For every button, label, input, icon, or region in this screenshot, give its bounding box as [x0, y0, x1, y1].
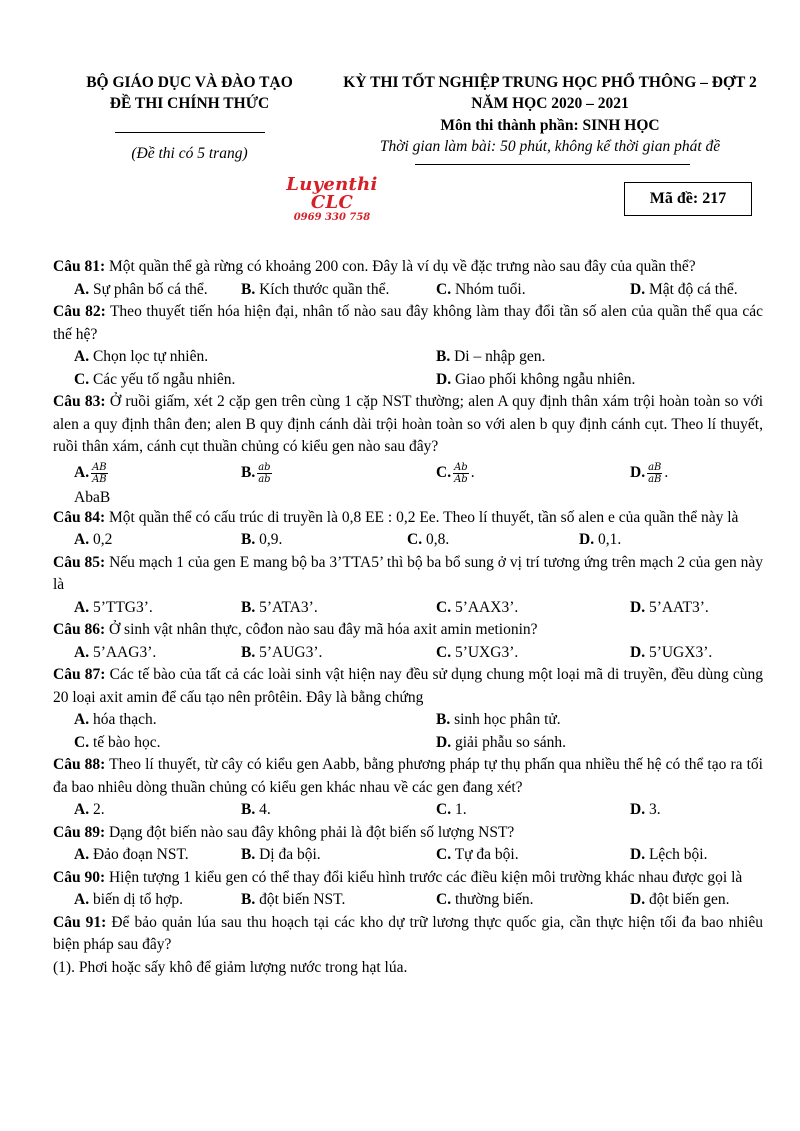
option-c: C. 0,8.: [407, 531, 450, 548]
option-b: B. $\frac{ab}{ab}$: [241, 462, 271, 485]
options-82-row2: [53, 369, 763, 392]
option-a: A. biến dị tổ hợp.: [74, 891, 183, 908]
question-text: Các tế bào của tất cả các loài sinh vật hiện nay đều sử dụng chung một loại mã di truyền, đều dùng cùng 20 loại axit amin để cấu tạo nên prôtêin. Đây là bằng chứng: [53, 666, 764, 706]
questions-body: [53, 256, 763, 979]
genotype-fraction: $\frac{AB}{AB}$: [92, 462, 107, 485]
option-d: D. giải phẫu so sánh.: [436, 733, 567, 751]
question-83: [53, 391, 763, 459]
option-d: D. Mật độ cá thể.: [630, 280, 738, 298]
stray-text: AbaB: [74, 488, 111, 506]
option-a: A. $\frac{AB}{AB}$: [74, 462, 107, 485]
question-88: [53, 754, 763, 799]
option-a: A. 2.: [74, 801, 105, 818]
question-number: Câu 85:: [53, 553, 106, 571]
option-b: B. 4.: [241, 801, 271, 818]
question-number: Câu 84:: [53, 508, 106, 526]
brand-phone: 0969 330 758: [293, 212, 371, 223]
option-d: D. 0,1.: [579, 531, 622, 548]
exam-code-box: [624, 182, 752, 216]
statement-1: (1). Phơi hoặc sấy khô để giảm lượng nước trong hạt lúa.: [53, 958, 408, 976]
question-number: Câu 86:: [53, 621, 106, 638]
options-83: [53, 459, 763, 489]
question-84: [53, 507, 763, 530]
ministry-name: BỘ GIÁO DỤC VÀ ĐÀO TẠO: [86, 74, 293, 91]
option-c: C. Tự đa bội.: [436, 846, 519, 863]
genotype-fraction: $\frac{ab}{ab}$: [258, 462, 271, 485]
time-limit: Thời gian làm bài: 50 phút, không kể thời gian phát đề: [379, 138, 721, 155]
question-90: [53, 867, 763, 890]
options-84: [53, 529, 763, 552]
exam-title: KỲ THI TỐT NGHIỆP TRUNG HỌC PHỔ THÔNG – ĐỢT 2: [343, 74, 757, 91]
option-a: A. 0,2: [74, 531, 113, 548]
options-90: [53, 889, 763, 912]
option-b: B. sinh học phân tử.: [436, 711, 561, 728]
option-c: C. tế bào học.: [74, 733, 161, 751]
question-text: Một quần thể gà rừng có khoảng 200 con. Đây là ví dụ về đặc trưng nào sau đây của quần thể?: [108, 258, 696, 275]
question-number: Câu 88:: [53, 756, 106, 773]
question-number: Câu 89:: [53, 823, 106, 841]
option-c: C. $\frac{Ab}{Ab}$ .: [436, 462, 475, 485]
question-82: [53, 301, 763, 346]
question-text: Dạng đột biến nào sau đây không phải là đột biến số lượng NST?: [108, 823, 515, 841]
question-text: Một quần thể có cấu trúc di truyền là 0,8 EE : 0,2 Ee. Theo lí thuyết, tần số alen e của quần thể này là: [108, 508, 739, 526]
option-a: A. 5’TTG3’.: [74, 598, 153, 616]
option-a: A. Đảo đoạn NST.: [74, 846, 189, 863]
question-87: [53, 664, 763, 709]
question-number: Câu 91:: [53, 913, 107, 931]
brand-watermark: [262, 176, 402, 223]
option-a: A. Sự phân bố cá thể.: [74, 280, 208, 298]
question-text: Hiện tượng 1 kiểu gen có thể thay đổi kiểu hình trước các điều kiện môi trường khác nhau được gọi là: [108, 868, 743, 886]
option-d: D. Lệch bội.: [630, 846, 708, 863]
exam-code: Mã đề: 217: [649, 190, 727, 207]
header-divider-long: [415, 164, 690, 165]
option-b: B. 5’ATA3’.: [241, 598, 318, 616]
brand-name: Luyenthi CLC: [286, 174, 378, 213]
question-text: Theo lí thuyết, từ cây có kiểu gen Aabb, bằng phương pháp tự thụ phấn qua nhiều thế hệ có thể tạo ra tối đa bao nhiêu dòng thuần chủng có kiểu gen khác nhau về các gen đang xét?: [53, 756, 763, 796]
subject: Môn thi thành phần: SINH HỌC: [440, 117, 660, 134]
question-85: [53, 552, 763, 597]
header-left: [62, 72, 317, 163]
option-b: B. 0,9.: [241, 531, 283, 548]
option-d: D. Giao phối không ngẫu nhiên.: [436, 370, 636, 388]
option-b: B. Kích thước quần thể.: [241, 280, 390, 298]
options-82-row1: [53, 346, 763, 369]
option-c: C. 5’UXG3’.: [436, 643, 519, 661]
option-d: D. đột biến gen.: [630, 891, 730, 908]
option-d: D. 5’UGX3’.: [630, 643, 713, 661]
header-divider-short: [115, 132, 265, 133]
question-number: Câu 90:: [53, 868, 106, 886]
option-a: A. 5’AAG3’.: [74, 643, 157, 661]
option-c: C. 5’AAX3’.: [436, 598, 519, 616]
option-c: C. thường biến.: [436, 891, 534, 908]
option-b: B. Dị đa bội.: [241, 846, 321, 863]
question-89: [53, 822, 763, 845]
options-87-row1: [53, 709, 763, 732]
option-c: C. Các yếu tố ngẫu nhiên.: [74, 370, 236, 388]
question-number: Câu 82:: [53, 303, 106, 320]
option-c: C. 1.: [436, 801, 467, 818]
option-d: D. $\frac{aB}{aB}$ .: [630, 462, 669, 485]
options-81: [53, 279, 763, 302]
option-a: A. Chọn lọc tự nhiên.: [74, 348, 209, 365]
question-91: [53, 912, 763, 957]
pages-note: (Đề thi có 5 trang): [131, 145, 248, 162]
question-81: [53, 256, 763, 279]
option-d: D. 3.: [630, 801, 661, 818]
official-label: ĐỀ THI CHÍNH THỨC: [109, 95, 270, 112]
header-right: [330, 72, 770, 165]
question-number: Câu 83:: [53, 393, 106, 410]
option-d: D. 5’AAT3’.: [630, 598, 709, 616]
option-b: B. đột biến NST.: [241, 891, 346, 908]
options-88: [53, 799, 763, 822]
option-b: B. Di – nhập gen.: [436, 348, 546, 365]
options-85: [53, 597, 763, 620]
question-86: [53, 619, 763, 642]
question-text: Ở ruồi giấm, xét 2 cặp gen trên cùng 1 cặp NST thường; alen A quy định thân xám trội hoàn toàn so với alen a quy định thân đen; alen B quy định cánh dài trội hoàn toàn so với alen b quy định cánh cụt. Theo lí thuyết, ruồi thân xám, cánh cụt thuần chủng có kiểu gen nào sau đây?: [53, 393, 764, 455]
question-number: Câu 87:: [53, 666, 106, 683]
option-c: C. Nhóm tuổi.: [436, 280, 526, 298]
question-text: Nếu mạch 1 của gen E mang bộ ba 3’TTA5’ thì bộ ba bổ sung ở vị trí tương ứng trên mạch 2 của gen này là: [53, 553, 763, 593]
question-text: Để bảo quản lúa sau thu hoạch tại các kho dự trữ lương thực quốc gia, cần thực hiện tối đa bao nhiêu biện pháp sau đây?: [53, 913, 764, 953]
question-text: Theo thuyết tiến hóa hiện đại, nhân tố nào sau đây không làm thay đổi tần số alen của quần thể qua các thế hệ?: [53, 303, 763, 343]
option-a: A. hóa thạch.: [74, 711, 157, 728]
school-year: NĂM HỌC 2020 – 2021: [471, 95, 629, 112]
options-86: [53, 642, 763, 665]
option-b: B. 5’AUG3’.: [241, 643, 323, 661]
question-number: Câu 81:: [53, 258, 106, 275]
question-text: Ở sinh vật nhân thực, côđon nào sau đây mã hóa axit amin metionin?: [108, 621, 538, 638]
options-89: [53, 844, 763, 867]
genotype-fraction: $\frac{Ab}{Ab}$: [454, 462, 468, 485]
options-87-row2: [53, 732, 763, 755]
genotype-fraction: $\frac{aB}{aB}$: [648, 462, 662, 485]
